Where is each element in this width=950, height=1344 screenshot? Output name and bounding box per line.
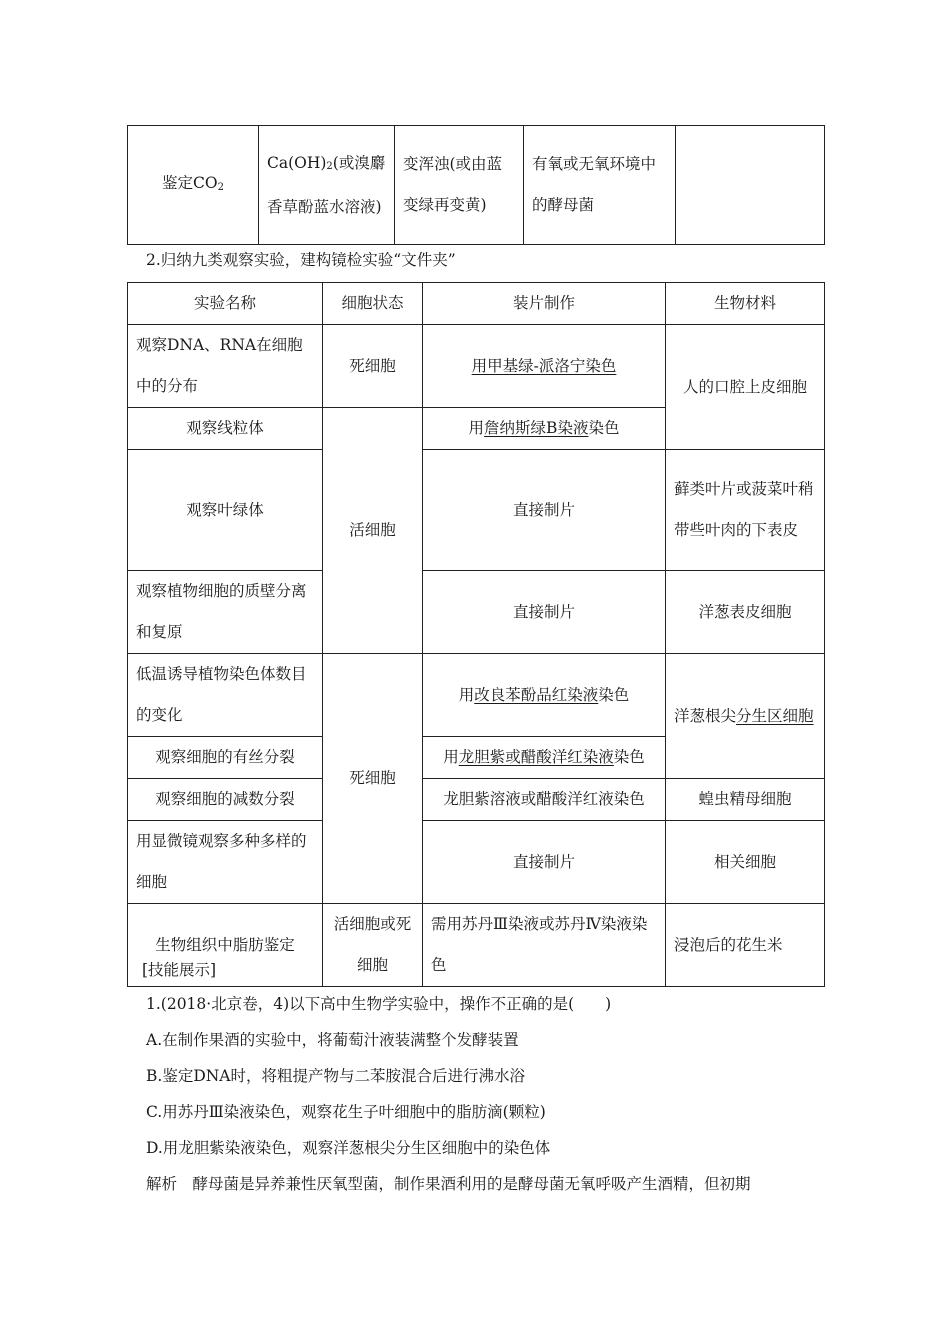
analysis-text: 解析 酵母菌是异养兼性厌氧型菌，制作果酒利用的是酵母菌无氧呼吸产生酒精，但初期 [146,1175,751,1193]
state-live: 活细胞 [323,408,423,654]
r1-state: 死细胞 [323,325,423,408]
r5-name: 低温诱导植物染色体数目的变化 [128,654,323,737]
reagent-table [127,125,825,245]
option-a: A.在制作果酒的实验中，将葡萄汁液装满整个发酵装置 [146,1031,519,1049]
r9-material: 浸泡后的花生米 [666,904,825,987]
question-stem: 1.(2018·北京卷，4)以下高中生物学实验中，操作不正确的是( ) [146,995,612,1013]
cell-co2-identification: 鉴定CO2 [128,126,259,245]
r6-name: 观察细胞的有丝分裂 [128,737,323,779]
r7-prep: 龙胆紫溶液或醋酸洋红液染色 [423,779,666,821]
section2-title: 2.归纳九类观察实验，建构镜检实验“文件夹” [146,251,456,269]
r2-prep: 用詹纳斯绿B染液染色 [423,408,666,450]
cell-reagent: Ca(OH)2(或溴麝香草酚蓝水溶液) [259,126,395,245]
r8-material: 相关细胞 [666,821,825,904]
option-c: C.用苏丹Ⅲ染液染色，观察花生子叶细胞中的脂肪滴(颗粒) [146,1103,546,1121]
r2-name: 观察线粒体 [128,408,323,450]
r1-name: 观察DNA、RNA在细胞中的分布 [128,325,323,408]
header-cell-state: 细胞状态 [323,283,423,325]
cell-phenomenon: 变浑浊(或由蓝变绿再变黄) [395,126,524,245]
r9-state: 活细胞或死细胞 [323,904,423,987]
r8-prep: 直接制片 [423,821,666,904]
skills-label: [技能展示] [142,961,217,979]
r4-name: 观察植物细胞的质壁分离和复原 [128,571,323,654]
r3-name: 观察叶绿体 [128,450,323,571]
r3-material: 藓类叶片或菠菜叶稍带些叶肉的下表皮 [666,450,825,571]
r7-material: 蝗虫精母细胞 [666,779,825,821]
r1-material: 人的口腔上皮细胞 [666,325,825,450]
header-experiment-name: 实验名称 [128,283,323,325]
option-b: B.鉴定DNA时，将粗提产物与二苯胺混合后进行沸水浴 [146,1067,526,1085]
observation-experiments-table [127,282,825,987]
r5-prep: 用改良苯酚品红染液染色 [423,654,666,737]
cell-empty [676,126,825,245]
r4-prep: 直接制片 [423,571,666,654]
r9-prep: 需用苏丹Ⅲ染液或苏丹Ⅳ染液染色 [423,904,666,987]
r5-material: 洋葱根尖分生区细胞 [666,654,825,779]
r1-prep: 用甲基绿-派洛宁染色 [423,325,666,408]
r8-name: 用显微镜观察多种多样的细胞 [128,821,323,904]
r3-prep: 直接制片 [423,450,666,571]
header-material: 生物材料 [666,283,825,325]
option-d: D.用龙胆紫染液染色，观察洋葱根尖分生区细胞中的染色体 [146,1139,551,1157]
r7-name: 观察细胞的减数分裂 [128,779,323,821]
state-dead: 死细胞 [323,654,423,904]
r4-material: 洋葱表皮细胞 [666,571,825,654]
r9-name: 生物组织中脂肪鉴定 [128,904,323,987]
header-slide-prep: 装片制作 [423,283,666,325]
cell-material: 有氧或无氧环境中的酵母菌 [524,126,676,245]
r6-prep: 用龙胆紫或醋酸洋红染液染色 [423,737,666,779]
